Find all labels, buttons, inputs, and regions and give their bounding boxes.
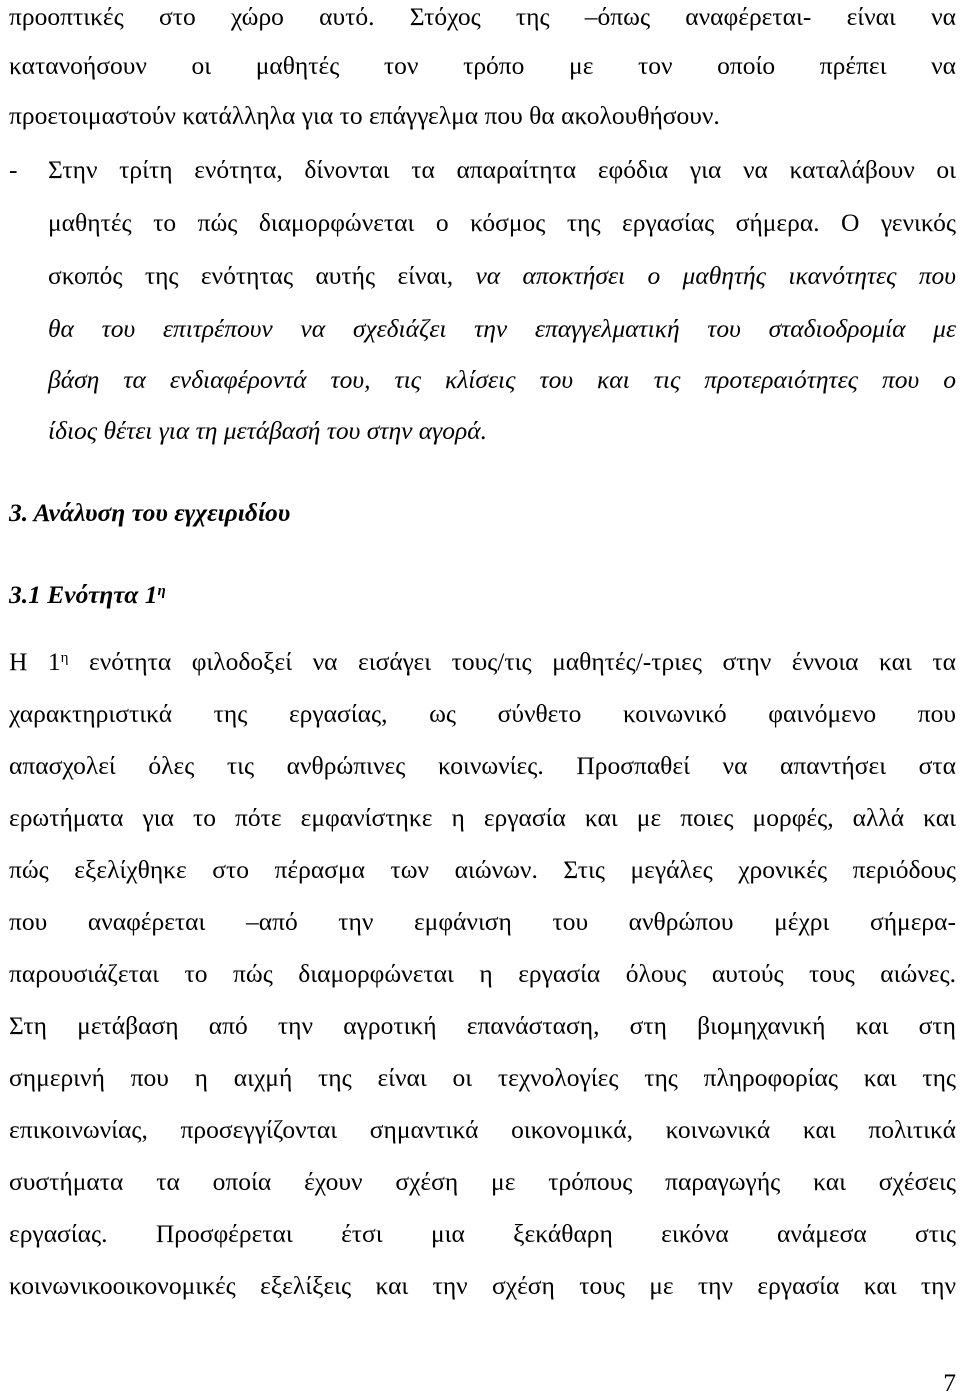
bullet-line-3-plain: σκοπός της ενότητας αυτής είναι, <box>48 261 476 290</box>
para-line-1-sup: η <box>60 650 69 666</box>
para-line-5: πώς εξελίχθηκε στο πέρασμα των αιώνων. Στις μεγάλες χρονικές περιόδους <box>9 855 956 884</box>
para-line-6: που αναφέρεται –από την εμφάνιση του ανθρώπου μέχρι σήμερα- <box>9 907 956 936</box>
bullet-line-3 <box>48 259 956 293</box>
subsection-heading-text: 3.1 Ενότητα 1 <box>9 580 158 609</box>
bullet-line-2: μαθητές το πώς διαμορφώνεται ο κόσμος της εργασίας σήμερα. Ο γενικός <box>48 208 956 237</box>
intro-line-1: προοπτικές στο χώρο αυτό. Στόχος της –όπως αναφέρεται- είναι να <box>9 2 956 31</box>
para-line-11: συστήματα τα οποία έχουν σχέση με τρόπους παραγωγής και σχέσεις <box>9 1167 956 1196</box>
para-line-12: εργασίας. Προσφέρεται έτσι μια ξεκάθαρη εικόνα ανάμεσα στις <box>9 1219 956 1248</box>
para-line-3: απασχολεί όλες τις ανθρώπινες κοινωνίες. Προσπαθεί να απαντήσει στα <box>9 751 956 780</box>
bullet-italic-line-2: βάση τα ενδιαφέροντά του, τις κλίσεις του και τις προτεραιότητες που ο <box>48 365 956 394</box>
para-line-9: σημερινή που η αιχμή της είναι οι τεχνολογίες της πληροφορίας και της <box>9 1063 956 1092</box>
intro-line-3: προετοιμαστούν κατάλληλα για το επάγγελμα που θα ακολουθήσουν. <box>9 101 720 130</box>
para-line-10: επικοινωνίας, προσεγγίζονται σημαντικά οικονομικά, κοινωνικά και πολιτικά <box>9 1115 956 1144</box>
para-line-4: ερωτήματα για το πότε εμφανίστηκε η εργασία και με ποιες μορφές, αλλά και <box>9 803 956 832</box>
page-number: 7 <box>943 1368 956 1397</box>
section-heading: 3. Ανάλυση του εγχειριδίου <box>9 498 291 527</box>
bullet-marker: - <box>9 155 18 184</box>
para-line-13: κοινωνικοοικονομικές εξελίξεις και την σχέση τους με την εργασία και την <box>9 1271 956 1300</box>
bullet-line-1: Στην τρίτη ενότητα, δίνονται τα απαραίτητα εφόδια για να καταλάβουν οι <box>48 155 956 184</box>
para-line-1 <box>9 645 956 679</box>
bullet-line-3-italic: να αποκτήσει ο μαθητής ικανότητες που <box>475 261 956 290</box>
bullet-italic-line-3: ίδιος θέτει για τη μετάβασή του στην αγορά. <box>48 416 487 445</box>
bullet-italic-line-1: θα του επιτρέπουν να σχεδιάζει την επαγγελματική του σταδιοδρομία με <box>48 314 956 343</box>
intro-line-2: κατανοήσουν οι μαθητές τον τρόπο με τον οποίο πρέπει να <box>9 51 956 80</box>
para-line-7: παρουσιάζεται το πώς διαμορφώνεται η εργασία όλους αυτούς τους αιώνες. <box>9 959 956 988</box>
para-line-1-prefix: Η 1 <box>9 647 61 676</box>
para-line-2: χαρακτηριστικά της εργασίας, ως σύνθετο κοινωνικό φαινόμενο που <box>9 699 956 728</box>
subsection-heading-sup: η <box>157 583 166 599</box>
subsection-heading <box>9 578 956 612</box>
para-line-8: Στη μετάβαση από την αγροτική επανάσταση, στη βιομηχανική και στη <box>9 1011 956 1040</box>
para-line-1-rest: ενότητα φιλοδοξεί να εισάγει τους/τις μαθητές/-τριες στην έννοια και τα <box>68 647 956 676</box>
